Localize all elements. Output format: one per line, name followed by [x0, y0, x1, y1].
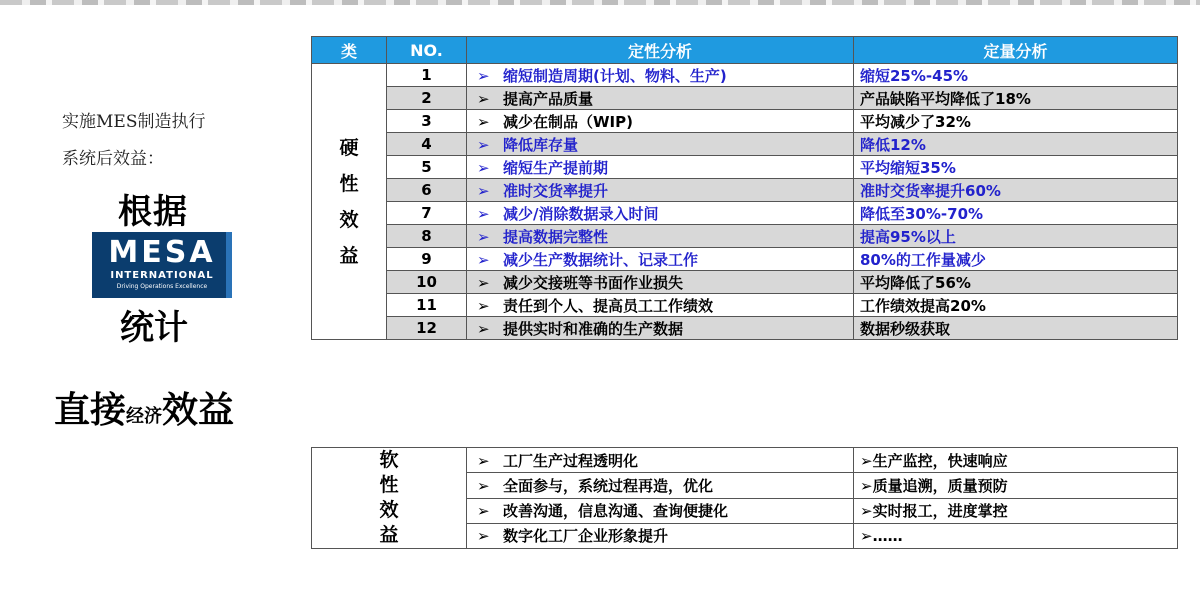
quantitative-cell: ➢…… [854, 523, 1178, 548]
quantitative-cell: 80%的工作量减少 [854, 248, 1178, 271]
row-number: 4 [387, 133, 467, 156]
qualitative-text: 减少在制品（WIP) [503, 112, 633, 131]
qualitative-cell [467, 64, 854, 87]
qualitative-text: 降低库存量 [503, 135, 579, 154]
mesa-logo [92, 232, 232, 298]
mesa-logo-main: MESA [108, 235, 216, 270]
qualitative-text: 缩短生产提前期 [503, 158, 609, 177]
hard-category-cell [312, 64, 387, 340]
table-row [312, 448, 1178, 473]
direct-benefit-part2: 经济 [126, 406, 163, 427]
qualitative-text: 工厂生产过程透明化 [503, 451, 639, 470]
bullet-arrow-icon: ➢ [477, 135, 490, 154]
qualitative-cell [467, 156, 854, 179]
bullet-arrow-icon: ➢ [477, 476, 490, 495]
qualitative-text: 提高数据完整性 [503, 227, 609, 246]
soft-category-cell [312, 448, 467, 549]
bullet-arrow-icon: ➢ [477, 296, 490, 315]
table-row [312, 179, 1178, 202]
row-number: 5 [387, 156, 467, 179]
bullet-arrow-icon: ➢ [477, 250, 490, 269]
hard-category-char: 益 [339, 244, 359, 267]
qualitative-cell [467, 225, 854, 248]
qualitative-cell [467, 498, 854, 523]
soft-benefit-table [311, 447, 1178, 549]
bullet-arrow-icon: ➢ [477, 319, 490, 338]
bullet-arrow-icon: ➢ [477, 502, 490, 521]
bullet-arrow-icon: ➢ [477, 273, 490, 292]
top-decorative-border [0, 0, 1200, 5]
row-number: 1 [387, 64, 467, 87]
quantitative-cell: 产品缺陷平均降低了18% [854, 87, 1178, 110]
row-number: 11 [387, 294, 467, 317]
quantitative-cell: 工作绩效提高20% [854, 294, 1178, 317]
statistics-heading: 统计 [120, 308, 188, 348]
qualitative-cell [467, 294, 854, 317]
qualitative-cell [467, 202, 854, 225]
bullet-arrow-icon: ➢ [477, 112, 490, 131]
hard-category-char: 效 [339, 208, 359, 231]
soft-category-char: 效 [379, 499, 399, 521]
bullet-arrow-icon: ➢ [477, 181, 490, 200]
header-no: NO. [387, 37, 467, 64]
table-header-row [312, 37, 1178, 64]
row-number: 8 [387, 225, 467, 248]
quantitative-cell: ➢生产监控，快速响应 [854, 448, 1178, 473]
header-qualitative: 定性分析 [467, 37, 854, 64]
row-number: 12 [387, 317, 467, 340]
quantitative-cell: 降低至30%-70% [854, 202, 1178, 225]
qualitative-text: 责任到个人、提高员工工作绩效 [503, 296, 714, 315]
qualitative-cell [467, 523, 854, 548]
bullet-arrow-icon: ➢ [477, 451, 490, 470]
header-quantitative: 定量分析 [854, 37, 1178, 64]
quantitative-cell: 降低12% [854, 133, 1178, 156]
hard-benefit-table [311, 36, 1178, 340]
bullet-arrow-icon: ➢ [477, 66, 490, 85]
qualitative-cell [467, 317, 854, 340]
row-number: 2 [387, 87, 467, 110]
qualitative-text: 准时交货率提升 [503, 181, 609, 200]
hard-category-char: 性 [339, 172, 359, 195]
quantitative-cell: ➢实时报工，进度掌控 [854, 498, 1178, 523]
quantitative-cell: 平均缩短35% [854, 156, 1178, 179]
table-row [312, 64, 1178, 87]
qualitative-cell [467, 110, 854, 133]
qualitative-text: 减少生产数据统计、记录工作 [503, 250, 699, 269]
hard-category-char: 硬 [339, 136, 359, 159]
bullet-arrow-icon: ➢ [477, 527, 490, 546]
intro-text [62, 104, 205, 178]
qualitative-text: 全面参与，系统过程再造，优化 [503, 476, 714, 495]
intro-line-2: 系统后效益： [62, 149, 164, 169]
mesa-logo-tagline: Driving Operations Excellence [116, 283, 208, 290]
row-number: 6 [387, 179, 467, 202]
quantitative-cell: 准时交货率提升60% [854, 179, 1178, 202]
direct-benefit-part1: 直接 [54, 390, 127, 431]
intro-line-1: 实施MES制造执行 [62, 112, 206, 132]
qualitative-text: 数字化工厂企业形象提升 [503, 527, 669, 546]
quantitative-cell: 平均降低了56% [854, 271, 1178, 294]
bullet-arrow-icon: ➢ [477, 204, 490, 223]
qualitative-cell [467, 248, 854, 271]
row-number: 3 [387, 110, 467, 133]
header-category: 类 [312, 37, 387, 64]
bullet-arrow-icon: ➢ [477, 158, 490, 177]
table-row [312, 133, 1178, 156]
qualitative-cell [467, 271, 854, 294]
quantitative-cell: ➢质量追溯，质量预防 [854, 473, 1178, 498]
soft-category-char: 软 [379, 449, 399, 471]
table-row [312, 156, 1178, 179]
quantitative-cell: 提高95%以上 [854, 225, 1178, 248]
qualitative-text: 改善沟通，信息沟通、查询便捷化 [503, 502, 729, 521]
qualitative-text: 提高产品质量 [503, 89, 594, 108]
qualitative-cell [467, 179, 854, 202]
bullet-arrow-icon: ➢ [477, 89, 490, 108]
mesa-logo-sub: INTERNATIONAL [110, 270, 214, 281]
qualitative-cell [467, 473, 854, 498]
qualitative-text: 减少/消除数据录入时间 [503, 204, 659, 223]
table-row [312, 294, 1178, 317]
qualitative-text: 缩短制造周期(计划、物料、生产) [503, 66, 727, 85]
table-row [312, 202, 1178, 225]
soft-category-char: 益 [379, 524, 399, 546]
mesa-logo-accent [226, 232, 232, 298]
quantitative-cell: 数据秒级获取 [854, 317, 1178, 340]
qualitative-text: 提供实时和准确的生产数据 [503, 319, 684, 338]
qualitative-cell [467, 448, 854, 473]
quantitative-cell: 平均减少了32% [854, 110, 1178, 133]
direct-benefit-heading [54, 382, 234, 433]
based-on-heading: 根据 [118, 192, 188, 232]
qualitative-text: 减少交接班等书面作业损失 [503, 273, 684, 292]
qualitative-cell [467, 87, 854, 110]
table-row [312, 225, 1178, 248]
table-row [312, 87, 1178, 110]
table-row [312, 248, 1178, 271]
row-number: 9 [387, 248, 467, 271]
table-row [312, 271, 1178, 294]
table-row [312, 317, 1178, 340]
table-row [312, 110, 1178, 133]
bullet-arrow-icon: ➢ [477, 227, 490, 246]
direct-benefit-part3: 效益 [162, 390, 235, 431]
soft-category-char: 性 [379, 474, 399, 496]
row-number: 10 [387, 271, 467, 294]
row-number: 7 [387, 202, 467, 225]
qualitative-cell [467, 133, 854, 156]
quantitative-cell: 缩短25%-45% [854, 64, 1178, 87]
